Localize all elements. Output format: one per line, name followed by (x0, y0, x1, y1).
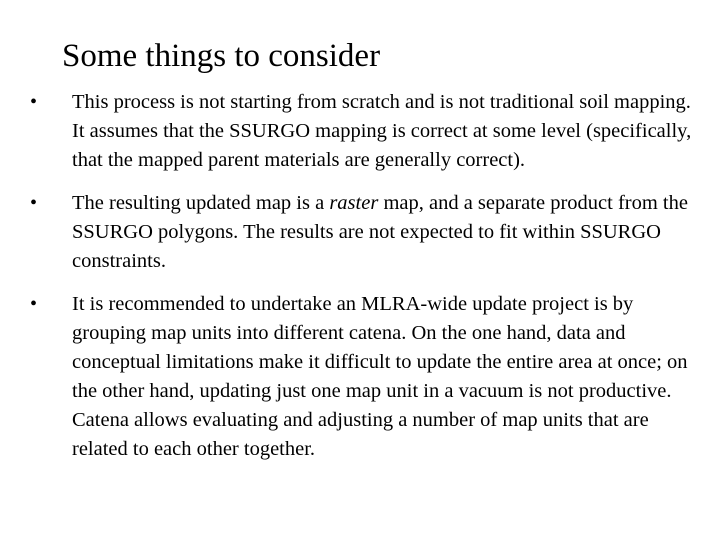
bullet-item-3 (30, 290, 698, 464)
bullet-text-before: The resulting updated map is a (72, 192, 330, 214)
bullet-item-2 (30, 189, 698, 276)
bullet-marker: • (30, 192, 38, 214)
bullet-text: It is recommended to undertake an MLRA-wide update project is by grouping map units into different catena. On the one hand, data and conceptual limitations make it difficult to update the entire area at once; on the other hand, updating just one map unit in a vacuum is not productive. Catena allows evaluating and adjusting a number of map units that are related to each other together. (72, 293, 688, 460)
bullet-text-emphasis: raster (329, 192, 379, 214)
bullet-list (30, 88, 698, 464)
bullet-marker: • (30, 91, 38, 113)
bullet-text-after: map, and a separate product from the SSURGO polygons. The results are not expected to fit within SSURGO constraints. (72, 192, 688, 272)
bullet-marker: • (30, 293, 38, 315)
bullet-item-1 (30, 88, 698, 175)
slide-title: Some things to consider (62, 38, 381, 74)
bullet-text: This process is not starting from scratch and is not traditional soil mapping. It assumes that the SSURGO mapping is correct at some level (specifically, that the mapped parent materials are generally correct). (72, 91, 692, 171)
